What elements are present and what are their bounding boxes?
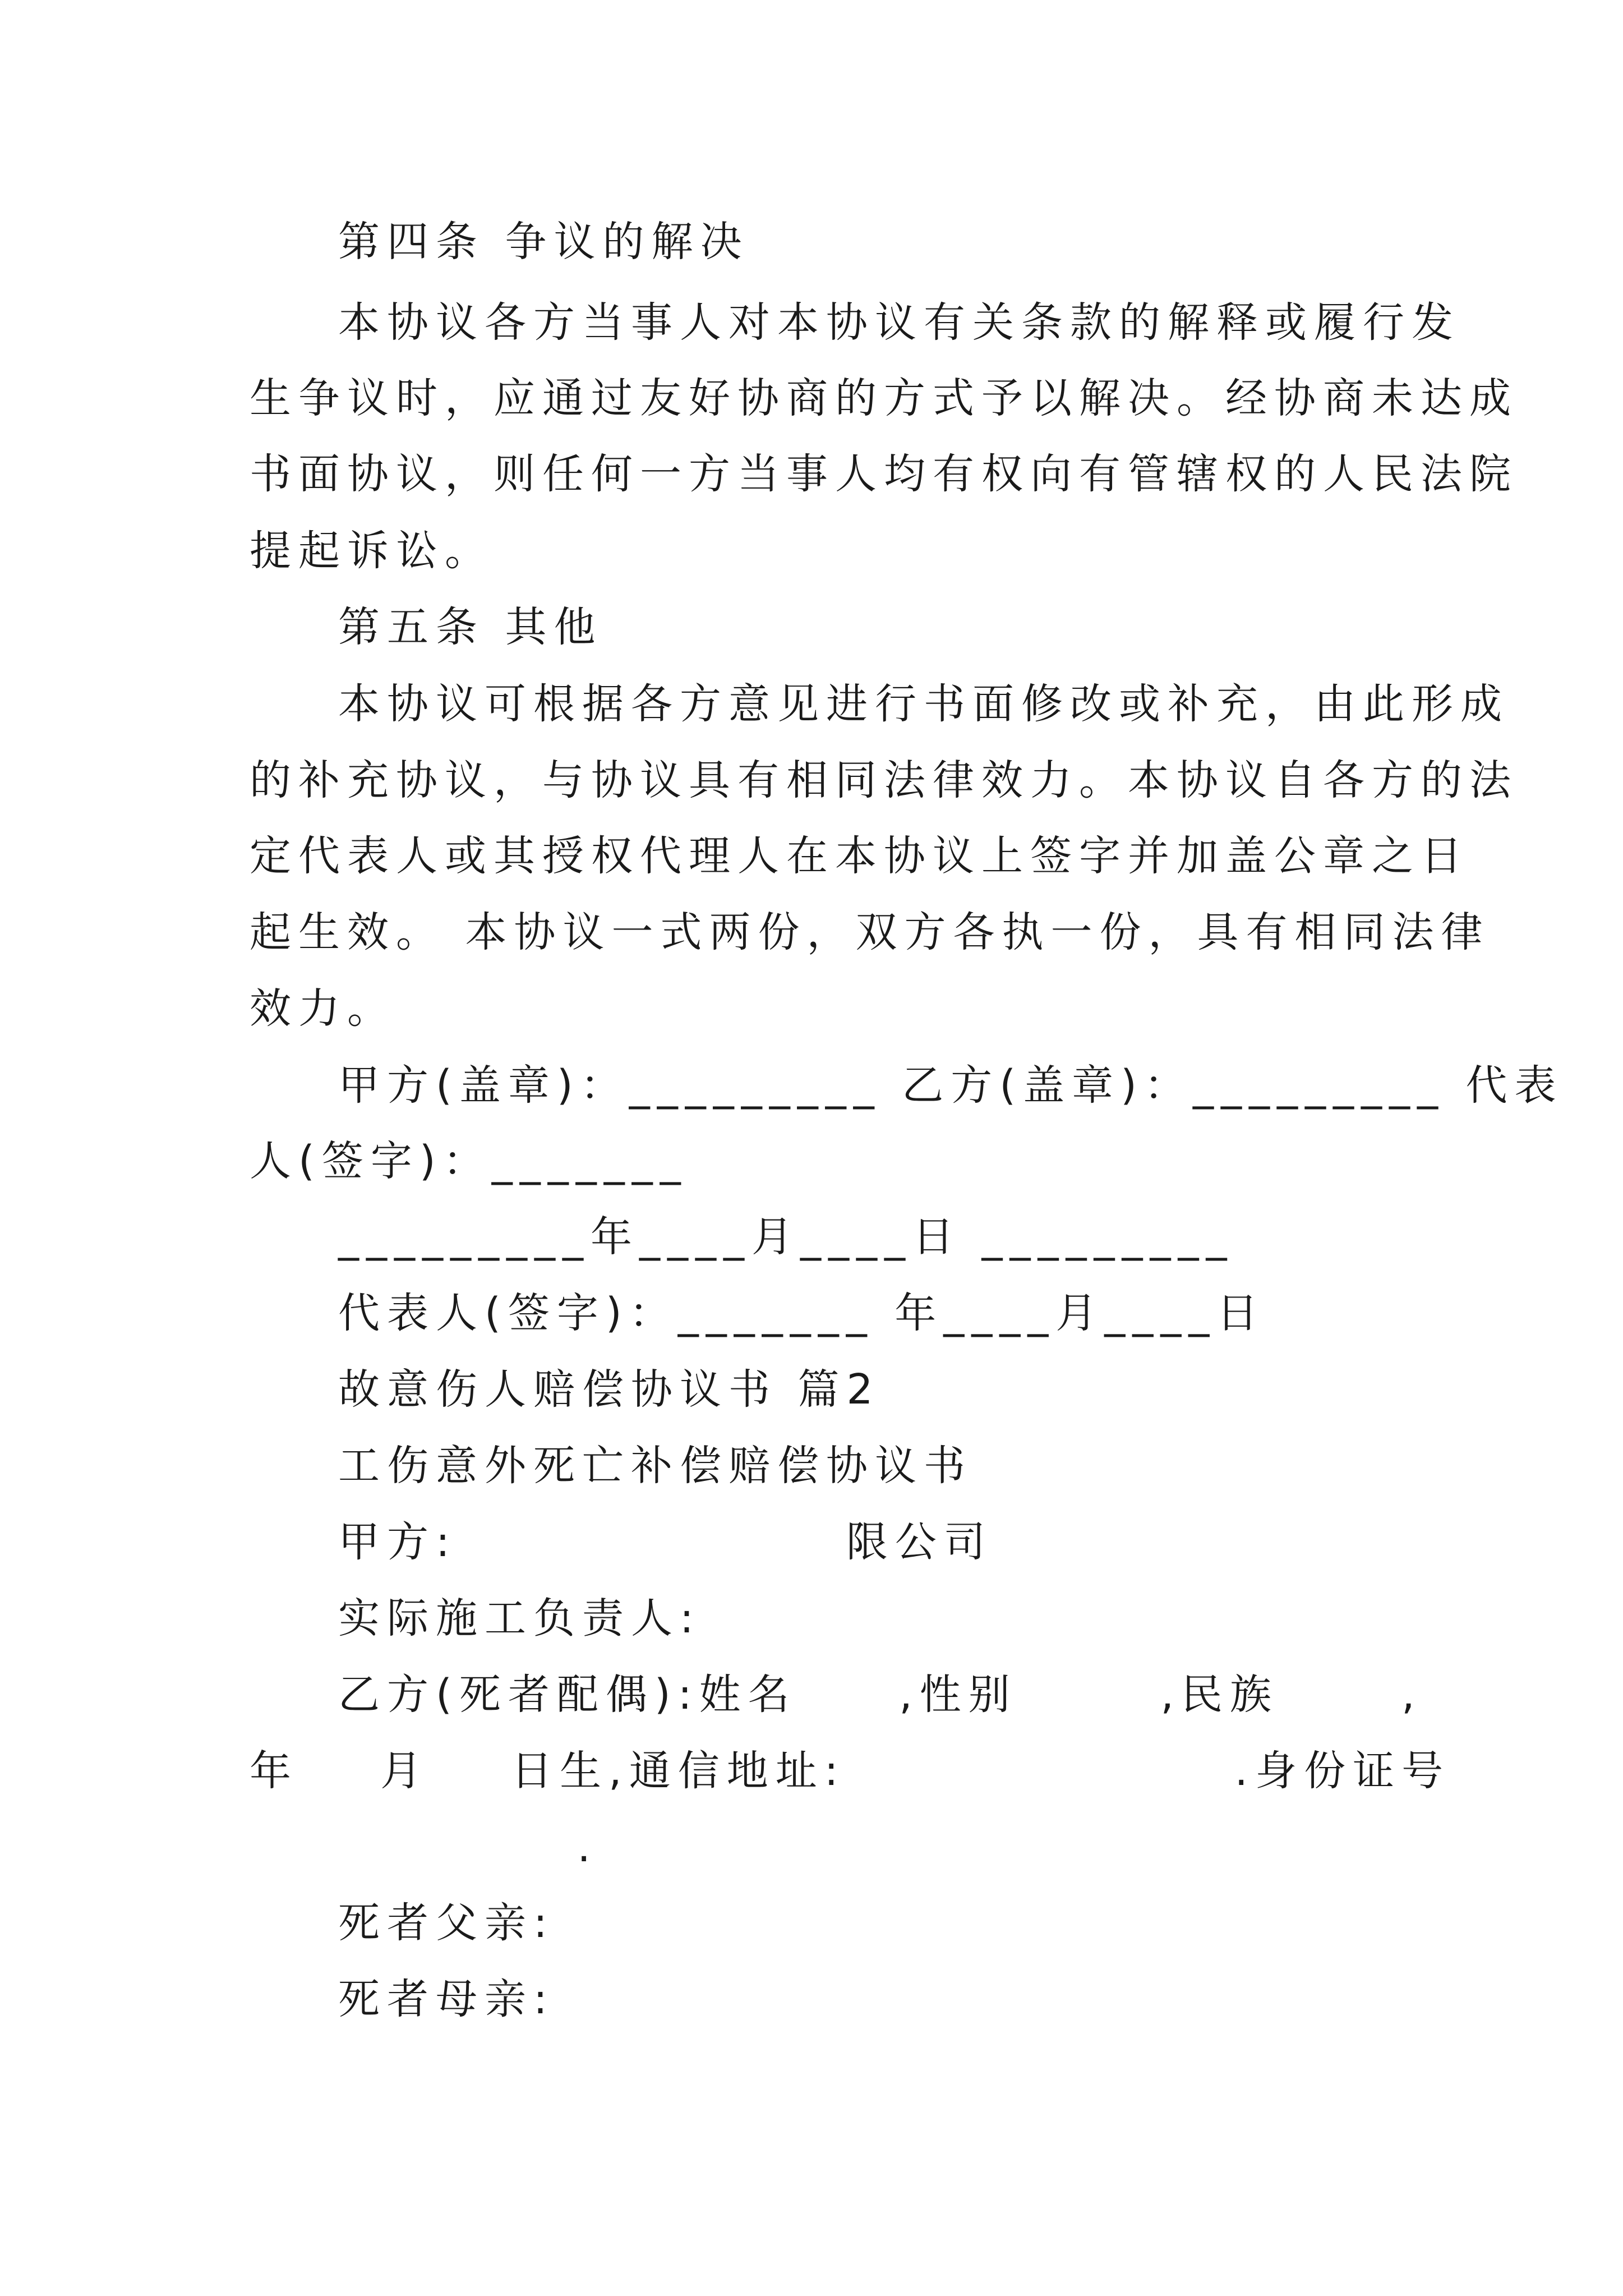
article-4-paragraph-line: 生争议时，应通过友好协商的方式予以解决。经协商未达成 — [250, 374, 1518, 422]
party-b-line: . — [250, 1823, 598, 1871]
signature-date-line: _________年____月____日 _________ — [338, 1213, 1234, 1261]
article-4-heading: 第四条 争议的解决 — [338, 218, 749, 266]
article-5-paragraph-line: 效力。 — [250, 984, 396, 1033]
article-5-paragraph-line: 定代表人或其授权代理人在本协议上签字并加盖公章之日 — [250, 832, 1469, 880]
section-2-subtitle: 工伤意外死亡补偿赔偿协议书 — [338, 1442, 972, 1490]
article-5-paragraph-line: 的补充协议，与协议具有相同法律效力。本协议自各方的法 — [250, 756, 1518, 804]
party-b-line: 乙方(死者配偶):姓名 ,性别 ,民族 , — [338, 1671, 1422, 1719]
article-5-paragraph-line: 本协议可根据各方意见进行书面修改或补充，由此形成 — [338, 680, 1509, 728]
deceased-mother-line: 死者母亲: — [338, 1975, 555, 2023]
article-5-paragraph-line: 起生效。 本协议一式两份，双方各执一份，具有相同法律 — [250, 908, 1490, 956]
section-2-title: 故意伤人赔偿协议书 篇2 — [338, 1365, 880, 1414]
article-4-paragraph-line: 本协议各方当事人对本协议有关条款的解释或履行发 — [338, 298, 1460, 347]
signature-line: 人(签字)：_______ — [250, 1137, 688, 1185]
party-a-line: 甲方: 限公司 — [338, 1518, 993, 1566]
article-4-paragraph-line: 提起诉讼。 — [250, 527, 494, 575]
article-5-heading: 第五条 其他 — [338, 603, 603, 651]
party-b-line: 年 月 日生,通信地址: .身份证号 — [250, 1747, 1451, 1795]
site-manager-line: 实际施工负责人: — [338, 1594, 701, 1642]
article-4-paragraph-line: 书面协议，则任何一方当事人均有权向有管辖权的人民法院 — [250, 450, 1518, 498]
signature-date-line: 代表人(签字)：_______ 年____月____日 — [338, 1289, 1266, 1337]
deceased-father-line: 死者父亲: — [338, 1899, 555, 1947]
signature-line: 甲方(盖章)：_________ 乙方(盖章)：_________ 代表 — [338, 1061, 1564, 1110]
